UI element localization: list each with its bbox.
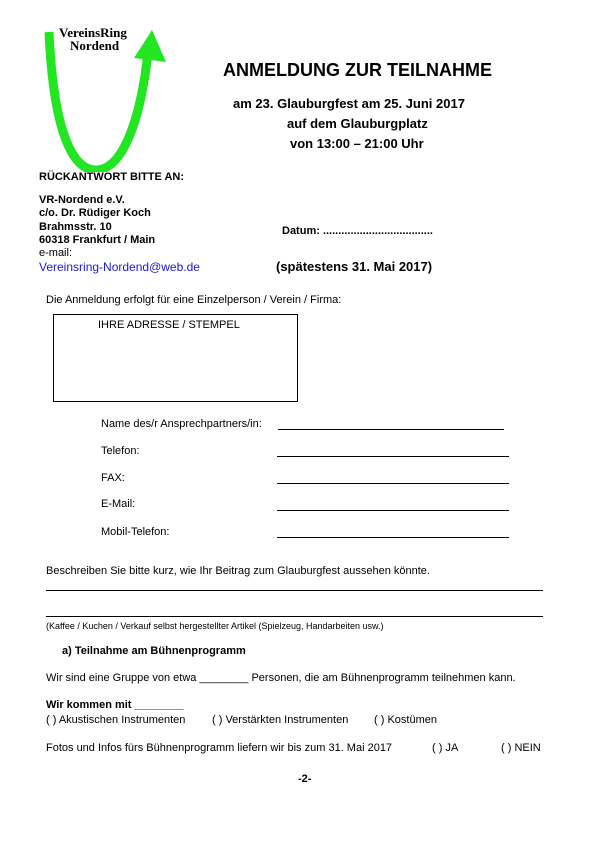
event-date-line: am 23. Glauburgfest am 25. Juni 2017 [233,96,465,111]
contact-name-field[interactable] [278,429,504,430]
address-box-label: IHRE ADRESSE / STEMPEL [98,319,240,331]
contact-phone-field[interactable] [277,456,509,457]
contact-fax-label: FAX: [101,472,125,484]
registration-intro: Die Anmeldung erfolgt für eine Einzelperson / Verein / Firma: [46,294,342,306]
section-a-heading: a) Teilnahme am Bühnenprogramm [62,645,246,657]
describe-prompt: Beschreiben Sie bitte kurz, wie Ihr Beitrag zum Glauburgfest aussehen könnte. [46,565,430,577]
wir-kommen-label: Wir kommen mit ________ [46,699,184,711]
photos-info-text: Fotos und Infos fürs Bühnenprogramm liefern wir bis zum 31. Mai 2017 [46,742,393,754]
reply-street: Brahmsstr. 10 [39,221,112,233]
page-number: -2- [298,773,312,785]
describe-line-2[interactable] [46,616,543,617]
logo-line1: VereinsRing [59,25,127,40]
describe-line-1[interactable] [46,590,543,591]
contact-name-label: Name des/r Ansprechpartners/in: [101,418,262,430]
address-stamp-box[interactable] [53,314,298,402]
event-location-line: auf dem Glauburgplatz [287,116,428,131]
contact-mobile-field[interactable] [277,537,509,538]
contact-email-label: E-Mail: [101,498,136,510]
contact-fax-field[interactable] [277,483,509,484]
photos-option-ja[interactable]: ( ) JA [432,742,459,754]
page-title: ANMELDUNG ZUR TEILNAHME [223,60,492,80]
option-acoustic[interactable]: ( ) Akustischen Instrumenten [46,714,186,726]
reply-org: VR-Nordend e.V. [39,194,125,206]
reply-email-link[interactable]: Vereinsring-Nordend@web.de [39,260,200,274]
event-time-line: von 13:00 – 21:00 Uhr [290,136,424,151]
reply-city: 60318 Frankfurt / Main [39,234,156,246]
reply-email-label: e-mail: [39,247,73,259]
contact-mobile-label: Mobil-Telefon: [101,526,170,538]
contact-phone-label: Telefon: [101,445,140,457]
vereinsring-logo [36,22,176,172]
group-size-text: Wir sind eine Gruppe von etwa ________ Personen, die am Bühnenprogramm teilnehmen kann. [46,672,516,684]
reply-co: c/o. Dr. Rüdiger Koch [39,207,151,219]
reply-heading: RÜCKANTWORT BITTE AN: [39,171,185,183]
describe-hint: (Kaffee / Kuchen / Verkauf selbst hergestellter Artikel (Spielzeug, Handarbeiten usw.) [46,621,384,631]
photos-option-nein[interactable]: ( ) NEIN [501,742,541,754]
datum-field: Datum: .................................... [282,225,433,237]
deadline-note: (spätestens 31. Mai 2017) [276,259,433,274]
option-costumes[interactable]: ( ) Kostümen [374,714,437,726]
option-amplified[interactable]: ( ) Verstärkten Instrumenten [212,714,349,726]
logo-line2: Nordend [70,38,120,53]
contact-email-field[interactable] [277,510,509,511]
